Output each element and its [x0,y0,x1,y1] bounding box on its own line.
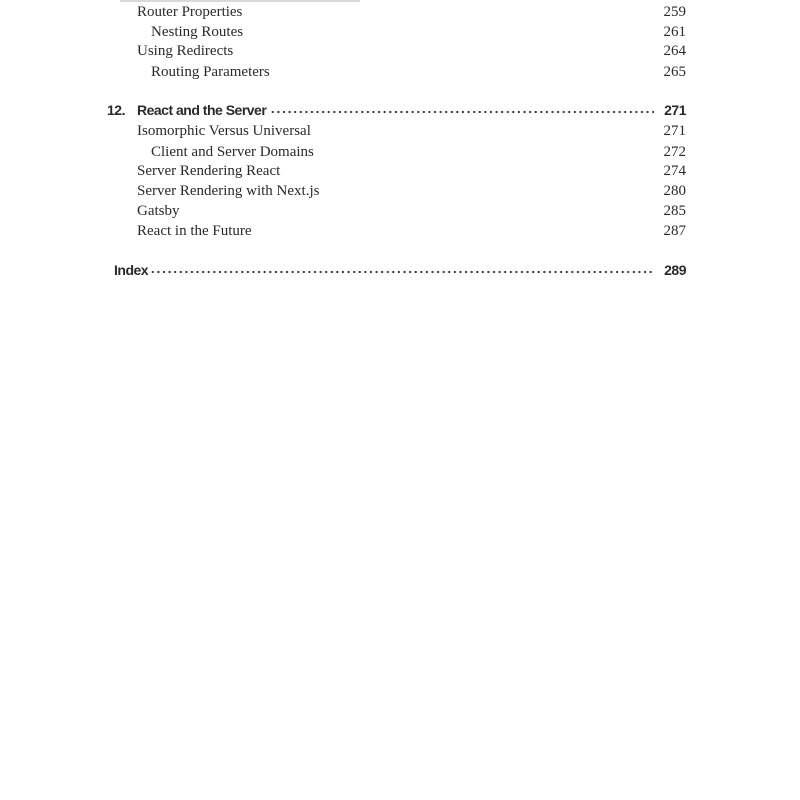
toc-entry-label: Server Rendering with Next.js [137,183,320,199]
toc-entry-label: Router Properties [137,4,243,20]
toc-entry-page: 285 [663,203,686,219]
toc-entry-page: 271 [663,123,686,139]
toc-index-entry[interactable] [0,260,800,280]
toc-entry-label: Isomorphic Versus Universal [137,123,311,139]
toc-entry-label: Client and Server Domains [151,144,314,160]
chapter-number: 12. [107,102,125,118]
toc-entry[interactable] [0,161,800,181]
toc-entry-page: 264 [663,43,686,59]
toc-entry[interactable] [0,2,800,22]
toc-chapter-heading[interactable] [0,100,800,120]
toc-entry[interactable] [0,41,800,61]
index-page: 289 [658,260,686,280]
toc-entry-page: 287 [663,223,686,239]
toc-entry-page: 272 [663,144,686,160]
toc-entry-label: Using Redirects [137,43,234,59]
toc-entry[interactable] [0,142,800,162]
toc-entry-page: 259 [663,4,686,20]
toc-entry-label: Nesting Routes [151,24,244,40]
dot-leader [150,269,654,275]
toc-entry[interactable] [0,201,800,221]
toc-entry-label: React in the Future [137,223,252,239]
toc-entry-label: Gatsby [137,203,180,219]
toc-entry-label: Server Rendering React [137,163,281,179]
toc-entry-page: 261 [663,24,686,40]
toc-entry[interactable] [0,181,800,201]
index-title: Index [114,262,149,278]
toc-entry-label: Routing Parameters [151,64,270,80]
toc-entry[interactable] [0,221,800,241]
chapter-title: React and the Server [137,102,267,118]
toc-entry-page: 280 [663,183,686,199]
chapter-page: 271 [658,100,686,120]
toc-entry-page: 265 [663,64,686,80]
toc-entry[interactable] [0,62,800,82]
toc-entry[interactable] [0,22,800,42]
dot-leader [270,109,654,115]
toc-entry[interactable] [0,121,800,141]
toc-entry-page: 274 [663,163,686,179]
